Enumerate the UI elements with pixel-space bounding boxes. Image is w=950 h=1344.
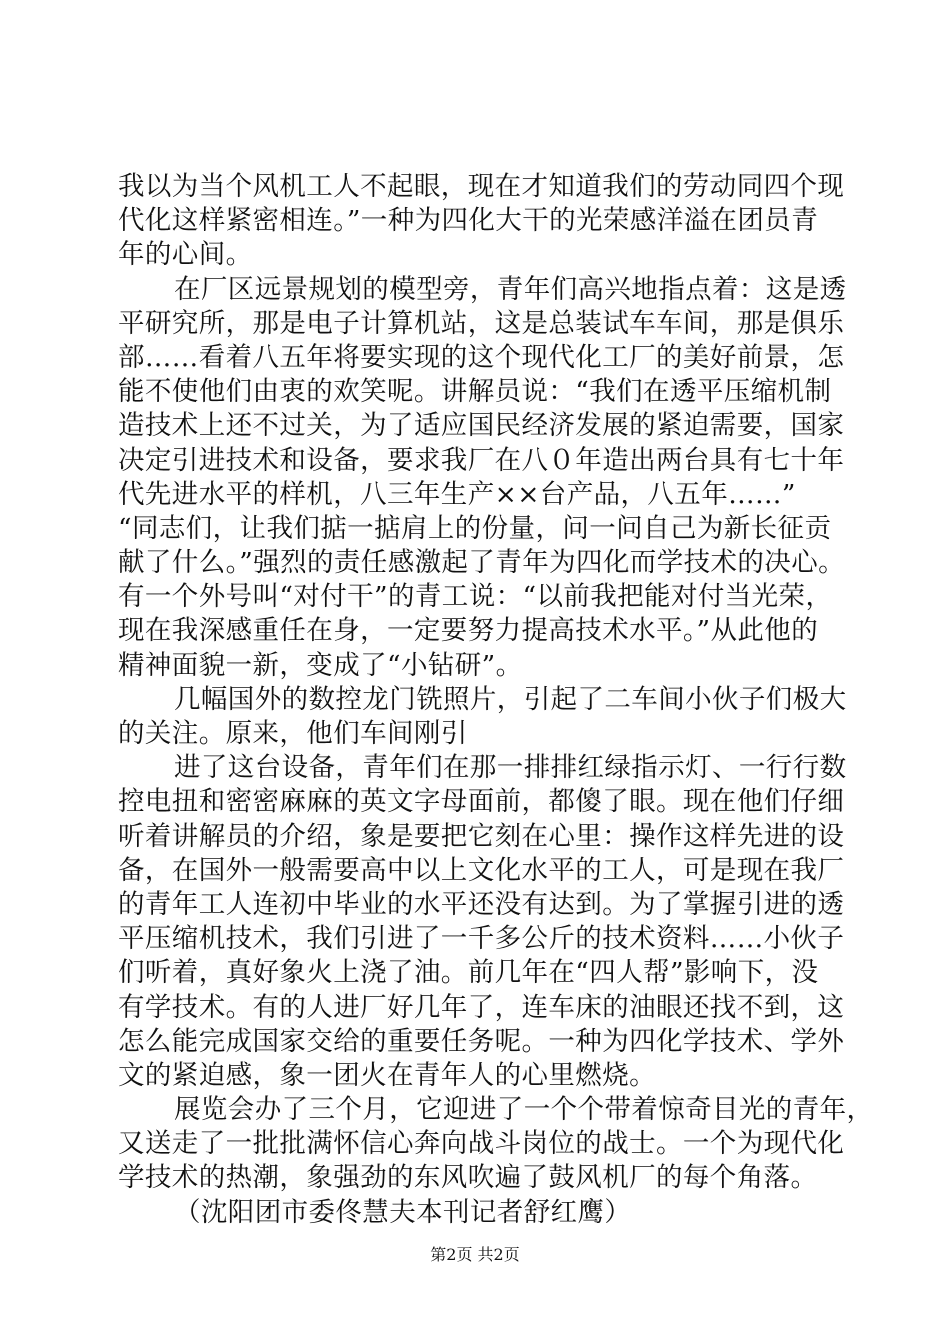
text-line: 精神面貌一新，变成了“小钻研”。 [118,649,523,681]
paragraph-first-line: 展览会办了三个月，它迎进了一个个带着惊奇目光的青年， [174,1094,874,1126]
page-number-footer: 第2页 共2页 [430,1245,520,1264]
text-line: 代化这样紧密相连。”一种为四化大干的光荣感洋溢在团员青 [118,205,819,237]
text-line: 我以为当个风机工人不起眼，现在才知道我们的劳动同四个现 [118,171,845,202]
text-line: 又送走了一批批满怀信心奔向战斗岗位的战士。一个为现代化 [118,1128,845,1160]
paragraph-first-line: 进了这台设备，青年们在那一排排红绿指示灯、一行行数 [174,752,847,784]
text-line: 的青年工人连初中毕业的水平还没有达到。为了掌握引进的透 [118,888,845,920]
text-line: 的关注。原来，他们车间刚引 [118,718,468,749]
text-line: 文的紧迫感，象一团火在青年人的心里燃烧。 [118,1059,656,1091]
text-line: 代先进水平的样机，八三年生产××台产品，八五年……” [118,478,796,510]
text-line: 有一个外号叫“对付干”的青工说：“以前我把能对付当光荣， [118,581,833,613]
text-line: 有学技术。有的人进厂好几年了，连车床的油眼还找不到，这 [118,991,845,1023]
paragraph-first-line: 几幅国外的数控龙门铣照片，引起了二车间小伙子们极大 [174,683,847,715]
text-line: 学技术的热潮，象强劲的东风吹遍了鼓风机厂的每个角落。 [118,1162,818,1194]
document-body [118,170,874,1230]
paragraph-first-line: 在厂区远景规划的模型旁，青年们高兴地指点着：这是透 [174,273,847,305]
text-line: 控电扭和密密麻麻的英文字母面前，都傻了眼。现在他们仔细 [118,786,845,818]
text-line: 决定引进技术和设备，要求我厂在八０年造出两台具有七十年 [118,444,845,476]
text-line: 们听着，真好象火上浇了油。前几年在“四人帮”影响下，没 [118,957,819,989]
text-line: 现在我深感重任在身，一定要努力提高技术水平。”从此他的 [118,615,819,647]
text-line: 年的心间。 [118,239,253,271]
text-line: 平压缩机技术，我们引进了一千多公斤的技术资料……小伙子 [118,923,845,955]
text-line: 造技术上还不过关，为了适应国民经济发展的紧迫需要，国家 [118,410,845,442]
text-line: 怎么能完成国家交给的重要任务呢。一种为四化学技术、学外 [118,1025,845,1057]
text-line: 平研究所，那是电子计算机站，这是总装试车车间，那是俱乐 [118,307,845,339]
text-line: “同志们，让我们掂一掂肩上的份量，问一问自己为新长征贡 [118,512,832,544]
text-line: 能不使他们由衷的欢笑呢。讲解员说：“我们在透平压缩机制 [118,376,832,408]
text-line: 献了什么。”强烈的责任感激起了青年为四化而学技术的决心。 [118,547,845,579]
byline: （沈阳团市委佟慧夫本刊记者舒红鹰） [174,1196,632,1228]
text-line: 部……看着八五年将要实现的这个现代化工厂的美好前景，怎 [118,341,845,373]
text-line: 备，在国外一般需要高中以上文化水平的工人，可是现在我厂 [118,854,845,886]
text-line: 听着讲解员的介绍，象是要把它刻在心里：操作这样先进的设 [118,820,845,852]
